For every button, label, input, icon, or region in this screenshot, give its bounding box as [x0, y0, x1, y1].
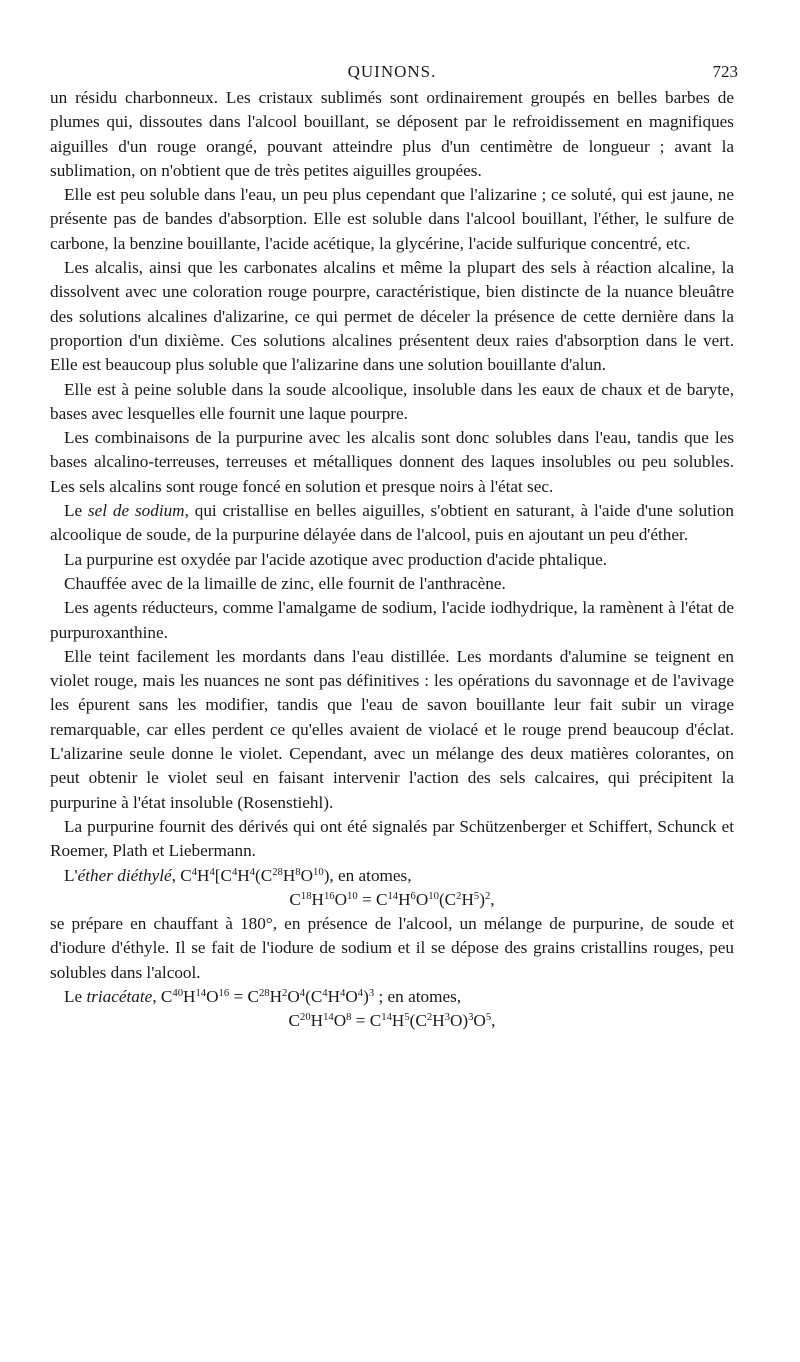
- page-header: [50, 52, 738, 86]
- body-text: [50, 86, 734, 1034]
- formula-ether: $C^4H^4[C^4H^4(C^{28}H^8O^{10})$, en atomes,: [180, 865, 412, 885]
- paragraph-ether-text: se prépare en chauffant à 180°, en présence de l'alcool, un mélange de purpurine, de soude et d'iodure d'éthyle. Il se fait de l'iodure de sodium et il se dépose des grains cristallins rouges, peu solubles dans l'alcool.: [50, 914, 734, 982]
- text-lead: L': [64, 865, 78, 885]
- term-sel-de-sodium: sel de sodium: [87, 501, 185, 521]
- paragraph-6: La purpurine est oxydée par l'acide azotique avec production d'acide phtalique.: [64, 549, 608, 569]
- paragraph-2: Elle est peu soluble dans l'eau, un peu plus cependant que l'alizarine ; ce soluté, qui est jaune, ne présente pas de bandes d'absorption. Elle est soluble dans l'alcool bouillant, l'éther, le sulfure de carbone, la benzine bouillante, l'acide acétique, la glycérine, l'acide sulfurique concentré, etc.: [50, 185, 734, 253]
- running-title: QUINONS.: [347, 62, 437, 81]
- page-number: 723: [712, 62, 738, 81]
- paragraph-10: La purpurine fournit des dérivés qui ont été signalés par Schützenberger et Schiffert, Schunck et Roemer, Plath et Liebermann.: [50, 816, 734, 861]
- text-body: , qui cristallise en belles aiguilles, s'obtient en saturant, à l'aide d'une solution alcoolique de soude, de la purpurine délayée dans de l'alcool, puis en ajoutant un peu d'éther.: [50, 501, 734, 545]
- text-lead: Le: [64, 986, 87, 1006]
- term-triacetate: triacétate: [86, 986, 153, 1006]
- term-ether-diethyle: éther diéthylé: [77, 865, 172, 885]
- paragraph-ether: L'éther diéthylé, $C^4H^4[C^4H^4(C^{28}H^8O^{10})$, en atomes,: [64, 865, 412, 885]
- equation-triacetate: $C^{20}H^{14}O^8 = C^{14}H^5(C^2H^3O)^3O^5$,: [288, 1011, 496, 1031]
- paragraph-5: Les combinaisons de la purpurine avec les alcalis sont donc solubles dans l'eau, tandis que les bases alcalino-terreuses, terreuses et métalliques donnent des laques insolubles ou peu solubles. Les sels alcalins sont rouge foncé en solution et presque noirs à l'état sec.: [50, 428, 734, 496]
- equation-ether: $C^{18}H^{16}O^{10} = C^{14}H^6O^{10}(C^2H^5)^2$,: [289, 889, 495, 909]
- paragraph-4: Elle est à peine soluble dans la soude alcoolique, insoluble dans les eaux de chaux et de baryte, bases avec lesquelles elle fournit une laque pourpre.: [50, 379, 734, 423]
- formula-triacetate: , $C^{40}H^{14}O^{16} = C^{28}H^2O^4(C^4H^4O^4)^3$ ; en atomes,: [152, 986, 462, 1006]
- text-lead: Le: [64, 501, 88, 521]
- paragraph-triacetate: [50, 985, 734, 1009]
- paragraph-3: Les alcalis, ainsi que les carbonates alcalins et même la plupart des sels à réaction alcaline, la dissolvent avec une coloration rouge pourpre, caractéristique, bien distincte de la nuance bleuâtre des solutions alcalines d'alizarine, ce qui permet de déceler la présence de cette dernière dans la proportion d'un dixième. Ces solutions alcalines présentent deux raies d'absorption dans le vert. Elle est beaucoup plus soluble que l'alizarine dans une solution bouillante d'alun.: [50, 258, 734, 375]
- paragraph-1: un résidu charbonneux. Les cristaux sublimés sont ordinairement groupés en belles barbes de plumes qui, dissoutes dans l'alcool bouillant, se déposent par le refroidissement en magnifiques aiguilles d'un rouge orangé, pouvant atteindre plus d'un centimètre de longueur ; avant la sublimation, on n'obtient que de très petites aiguilles groupées.: [50, 88, 734, 180]
- paragraph-9: Elle teint facilement les mordants dans l'eau distillée. Les mordants d'alumine se teignent en violet rouge, mais les nuances ne sont pas définitives : les opérations du savonnage et de l'avivage les épurent sans les modifier, tandis que l'eau de savon bouillante leur fait subir un virage remarquable, car elles perdent ce qu'elles avaient de violacé et le rouge prend beaucoup d'éclat. L'alizarine seule donne le violet. Cependant, avec un mélange des deux matières colorantes, on peut obtenir le violet seul en faisant intervenir l'action des sels calcaires, qui précipitent la purpurine à l'état insoluble (Rosenstiehl).: [50, 646, 734, 812]
- paragraph-7: Chauffée avec de la limaille de zinc, elle fournit de l'anthracène.: [64, 573, 506, 593]
- paragraph-sel-de-sodium: [50, 499, 734, 548]
- paragraph-8: Les agents réducteurs, comme l'amalgame de sodium, l'acide iodhydrique, la ramènent à l'état de purpuroxanthine.: [50, 598, 734, 642]
